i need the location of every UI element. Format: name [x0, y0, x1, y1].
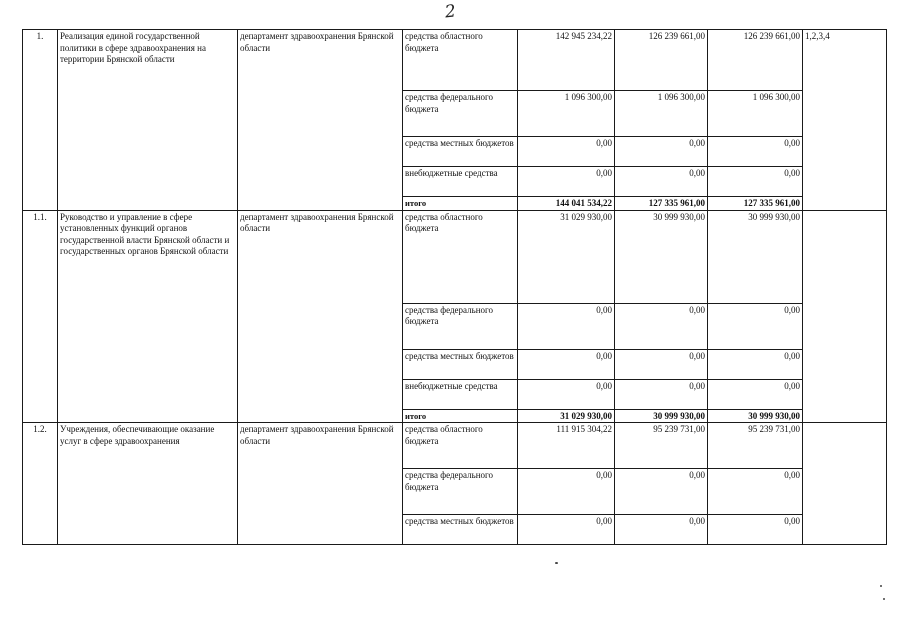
- funding-source: средства областного бюджета: [403, 423, 518, 469]
- table-row: [23, 210, 887, 303]
- amount-year-1: 0,00: [518, 167, 615, 197]
- table-row: [23, 423, 887, 469]
- amount-year-3: 0,00: [708, 303, 803, 349]
- funding-source: средства областного бюджета: [403, 30, 518, 91]
- amount-year-3: 1 096 300,00: [708, 91, 803, 137]
- row-number: 1.2.: [23, 423, 58, 545]
- amount-year-3: 0,00: [708, 469, 803, 515]
- amount-year-3: 0,00: [708, 349, 803, 379]
- scan-speck: [883, 598, 885, 600]
- amount-year-3: 0,00: [708, 167, 803, 197]
- funding-source: внебюджетные средства: [403, 167, 518, 197]
- indicator-codes: 1,2,3,4: [803, 30, 887, 211]
- amount-year-1: 0,00: [518, 303, 615, 349]
- funding-source: средства федерального бюджета: [403, 91, 518, 137]
- executor: департамент здравоохранения Брянской области: [238, 30, 403, 211]
- funding-source: средства местных бюджетов: [403, 137, 518, 167]
- amount-year-2: 0,00: [615, 303, 708, 349]
- amount-year-3: 95 239 731,00: [708, 423, 803, 469]
- amount-year-1: 111 915 304,22: [518, 423, 615, 469]
- amount-year-1: 0,00: [518, 469, 615, 515]
- amount-year-1: 0,00: [518, 379, 615, 409]
- amount-year-2: 1 096 300,00: [615, 91, 708, 137]
- funding-source-total: итого: [403, 197, 518, 211]
- indicator-codes: [803, 423, 887, 545]
- amount-year-2: 0,00: [615, 469, 708, 515]
- amount-year-2: 0,00: [615, 379, 708, 409]
- amount-year-1: 0,00: [518, 137, 615, 167]
- amount-year-3: 30 999 930,00: [708, 210, 803, 303]
- activity-title: Реализация единой государственной политики в сфере здравоохранения на территории Брянской области: [58, 30, 238, 211]
- funding-source: внебюджетные средства: [403, 379, 518, 409]
- amount-year-2: 126 239 661,00: [615, 30, 708, 91]
- row-number: 1.: [23, 30, 58, 211]
- funding-source: средства федерального бюджета: [403, 303, 518, 349]
- amount-year-2: 0,00: [615, 349, 708, 379]
- total-year-1: 144 041 534,22: [518, 197, 615, 211]
- amount-year-3: 0,00: [708, 515, 803, 545]
- amount-year-2: 95 239 731,00: [615, 423, 708, 469]
- amount-year-3: 0,00: [708, 137, 803, 167]
- activity-title: Руководство и управление в сфере установленных функций органов государственной власти Брянской области и государственных органов Брянской области: [58, 210, 238, 423]
- amount-year-2: 30 999 930,00: [615, 210, 708, 303]
- funding-source: средства областного бюджета: [403, 210, 518, 303]
- amount-year-3: 0,00: [708, 379, 803, 409]
- activity-title: Учреждения, обеспечивающие оказание услуг в сфере здравоохранения: [58, 423, 238, 545]
- amount-year-2: 0,00: [615, 515, 708, 545]
- total-year-1: 31 029 930,00: [518, 409, 615, 423]
- executor: департамент здравоохранения Брянской области: [238, 423, 403, 545]
- funding-source: средства местных бюджетов: [403, 349, 518, 379]
- table-row: [23, 30, 887, 91]
- total-year-2: 30 999 930,00: [615, 409, 708, 423]
- funding-source-total: итого: [403, 409, 518, 423]
- total-year-3: 30 999 930,00: [708, 409, 803, 423]
- scan-speck: [880, 585, 882, 587]
- amount-year-1: 1 096 300,00: [518, 91, 615, 137]
- funding-source: средства местных бюджетов: [403, 515, 518, 545]
- row-number: 1.1.: [23, 210, 58, 423]
- funding-source: средства федерального бюджета: [403, 469, 518, 515]
- amount-year-2: 0,00: [615, 167, 708, 197]
- amount-year-2: 0,00: [615, 137, 708, 167]
- total-year-3: 127 335 961,00: [708, 197, 803, 211]
- amount-year-1: 0,00: [518, 515, 615, 545]
- indicator-codes: [803, 210, 887, 423]
- amount-year-1: 142 945 234,22: [518, 30, 615, 91]
- amount-year-1: 31 029 930,00: [518, 210, 615, 303]
- executor: департамент здравоохранения Брянской области: [238, 210, 403, 423]
- amount-year-1: 0,00: [518, 349, 615, 379]
- total-year-2: 127 335 961,00: [615, 197, 708, 211]
- amount-year-3: 126 239 661,00: [708, 30, 803, 91]
- page-number: 2: [443, 1, 457, 23]
- scan-speck: [555, 562, 558, 564]
- budget-table: [22, 29, 887, 545]
